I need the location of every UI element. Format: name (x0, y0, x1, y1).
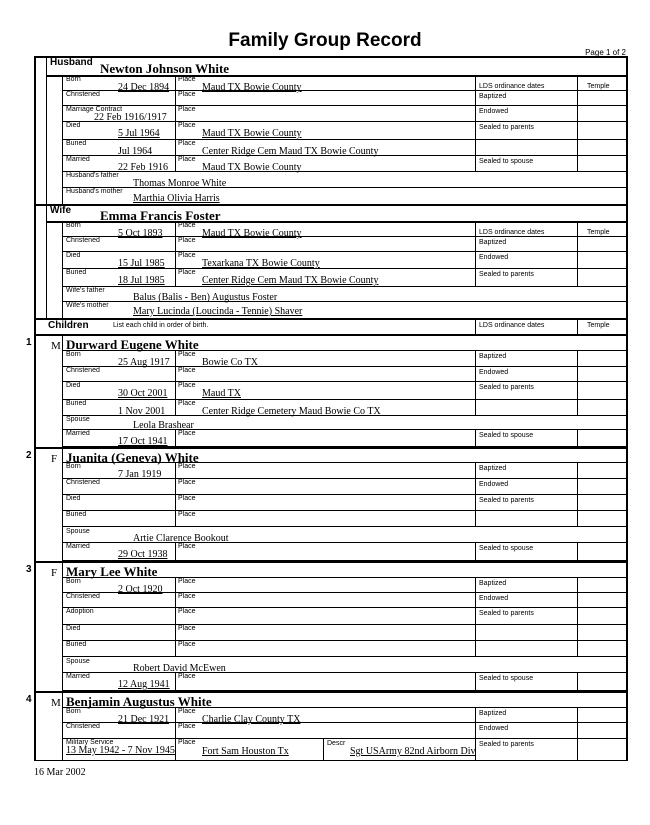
child3-buried-label: Buried (66, 641, 87, 648)
child2-spouse-rule (62, 542, 626, 543)
husband-header-rule (46, 75, 626, 77)
child3-adoption-place-label: Place (178, 608, 196, 615)
child1-spouse-rule (62, 429, 626, 430)
husband-buried-place: Center Ridge Cem Maud TX Bowie County (202, 146, 379, 157)
husband-temple-heading: Temple (587, 83, 610, 90)
child2-buried-rule (62, 526, 626, 527)
husband-married-rule (62, 171, 626, 172)
child3-married-lds-label: Sealed to spouse (479, 675, 534, 682)
child2-died-rule (62, 510, 626, 511)
child1-place-rule (175, 350, 176, 415)
wife-born-value: 5 Oct 1893 (118, 228, 163, 239)
child3-sex: F (51, 567, 58, 579)
wife-christened-lds-label: Baptized (479, 239, 507, 246)
husband-name: Newton Johnson White (100, 61, 230, 76)
child1-buried-value: 1 Nov 2001 (118, 406, 166, 417)
wife-temple-heading: Temple (587, 229, 610, 236)
wife-born-label: Born (66, 222, 81, 229)
child3-christened-rule (62, 607, 626, 608)
child1-sex: M (51, 340, 61, 352)
child2-married-temple-rule (577, 542, 578, 560)
wifes-mother-label: Wife's mother (66, 302, 109, 309)
children-header-lds-rule (475, 318, 476, 334)
wife-header-rule (46, 221, 626, 223)
wife-christened-place-label: Place (178, 237, 196, 244)
wife-died-lds-label: Endowed (479, 254, 509, 261)
child2-born-value: 7 Jan 1919 (118, 469, 162, 480)
wife-born-rule (62, 236, 626, 237)
husband-died-value: 5 Jul 1964 (118, 128, 160, 139)
child2-died-lds-label: Sealed to parents (479, 497, 534, 504)
child2-buried-place-label: Place (178, 511, 196, 518)
child1-christened-place-label: Place (178, 367, 196, 374)
child2-label-rule (62, 448, 63, 560)
child1-spouse-label: Spouse (66, 416, 90, 423)
husbands-father-name: Thomas Monroe White (133, 178, 227, 189)
child3-born-rule (62, 592, 626, 593)
wife-lds-rule (475, 221, 476, 286)
child2-born-label: Born (66, 463, 81, 470)
child3-adoption-label: Adoption (66, 608, 94, 615)
child3-temple-rule (577, 577, 578, 656)
husband-buried-place-label: Place (178, 140, 196, 147)
wife-died-rule (62, 268, 626, 269)
husband-heading: Husband (50, 57, 93, 68)
child3-buried-rule (62, 656, 626, 657)
child1-married-value: 17 Oct 1941 (118, 436, 168, 447)
child1-lds-rule (475, 350, 476, 415)
wifes-father-label: Wife's father (66, 287, 105, 294)
children-top-rule (34, 318, 626, 320)
child2-place-rule (175, 462, 176, 526)
husband-indent-rule (46, 56, 47, 204)
child3-died-label: Died (66, 625, 81, 632)
child2-died-place-label: Place (178, 495, 196, 502)
page-title: Family Group Record (228, 30, 422, 51)
wife-indent-rule (46, 204, 47, 318)
wife-died-value: 15 Jul 1985 (118, 258, 165, 269)
child3-name: Mary Lee White (66, 564, 158, 579)
wife-buried-lds-label: Sealed to parents (479, 271, 534, 278)
child4-military-place: Fort Sam Houston Tx (202, 746, 289, 757)
husband-buried-value: Jul 1964 (118, 146, 153, 157)
child3-born-value: 2 Oct 1920 (118, 584, 163, 595)
wife-died-place-label: Place (178, 252, 196, 259)
child4-descr-label: Descr (327, 740, 346, 747)
child4-born-lds-label: Baptized (479, 710, 507, 717)
child3-died-rule (62, 640, 626, 641)
children-lds-heading: LDS ordinance dates (479, 322, 545, 329)
child4-military-lds-label: Sealed to parents (479, 741, 534, 748)
child1-born-place: Bowie Co TX (202, 357, 258, 368)
wife-lds-heading: LDS ordinance dates (479, 229, 545, 236)
child4-sex: M (51, 697, 61, 709)
child1-married-lds-rule (475, 429, 476, 446)
child2-died-label: Died (66, 495, 81, 502)
child2-spouse-name: Artie Clarence Bookout (133, 533, 229, 544)
child4-christened-lds-label: Endowed (479, 725, 509, 732)
child4-christened-label: Christened (66, 723, 100, 730)
child4-military-place-label: Place (178, 739, 196, 746)
wife-born-place: Maud TX Bowie County (202, 228, 302, 239)
child4-born-place-label: Place (178, 708, 196, 715)
child3-died-place-label: Place (178, 625, 196, 632)
husband-lds-rule (475, 75, 476, 171)
wifes-father-name: Balus (Balis - Ben) Augustus Foster (133, 292, 278, 303)
child4-number: 4 (26, 694, 32, 705)
husband-buried-rule (62, 155, 626, 156)
husband-temple-rule (577, 75, 578, 171)
child2-lds-rule (475, 462, 476, 526)
husband-born-label: Born (66, 76, 81, 83)
husband-married-label: Married (66, 156, 90, 163)
child4-military-label: Military Service (66, 739, 114, 746)
child1-married-label: Married (66, 430, 90, 437)
child4-born-place: Charlie Clay County TX (202, 714, 301, 725)
child3-married-value: 12 Aug 1941 (118, 679, 170, 690)
husband-buried-label: Buried (66, 140, 87, 147)
child4-place-rule (175, 707, 176, 760)
husbands-mother-name: Marthia Olivia Harris (133, 193, 220, 204)
wife-heading: Wife (50, 205, 72, 216)
child1-temple-rule (577, 350, 578, 415)
wifes-father-rule (62, 301, 626, 302)
husband-died-label: Died (66, 122, 81, 129)
husband-married-place-label: Place (178, 156, 196, 163)
husband-born-place: Maud TX Bowie County (202, 82, 302, 93)
child1-name: Durward Eugene White (66, 337, 199, 352)
child2-married-place-rule (175, 542, 176, 560)
child1-buried-place: Center Ridge Cemetery Maud Bowie Co TX (202, 406, 381, 417)
child2-married-value: 29 Oct 1938 (118, 549, 168, 560)
child1-number: 1 (26, 337, 32, 348)
wife-christened-label: Christened (66, 237, 100, 244)
husband-married-value: 22 Feb 1916 (118, 162, 168, 173)
husband-died-lds-label: Sealed to parents (479, 124, 534, 131)
child3-married-label: Married (66, 673, 90, 680)
child1-born-rule (62, 366, 626, 367)
child4-christened-place-label: Place (178, 723, 196, 730)
child1-buried-rule (62, 415, 626, 416)
husbands-father-label: Husband's father (66, 172, 119, 179)
husbands-father-rule (62, 187, 626, 188)
child1-married-temple-rule (577, 429, 578, 446)
child3-married-temple-rule (577, 672, 578, 690)
child2-born-lds-label: Baptized (479, 465, 507, 472)
wifes-mother-name: Mary Lucinda (Loucinda - Tennie) Shaver (133, 306, 303, 317)
child1-born-label: Born (66, 351, 81, 358)
form-top-border (34, 56, 626, 58)
child2-number: 2 (26, 450, 32, 461)
child1-married-place-label: Place (178, 430, 196, 437)
child3-born-lds-label: Baptized (479, 580, 507, 587)
child3-header-rule (62, 577, 626, 578)
child1-buried-place-label: Place (178, 400, 196, 407)
child2-born-rule (62, 478, 626, 479)
child1-christened-label: Christened (66, 367, 100, 374)
child4-temple-rule (577, 707, 578, 760)
children-header-temple-rule (577, 318, 578, 334)
child3-born-label: Born (66, 578, 81, 585)
child3-christened-lds-label: Endowed (479, 595, 509, 602)
husband-died-rule (62, 139, 626, 140)
child1-christened-lds-label: Endowed (479, 369, 509, 376)
wife-buried-place-label: Place (178, 269, 196, 276)
wife-name: Emma Francis Foster (100, 208, 221, 223)
child2-bottom-rule (34, 561, 626, 563)
child3-married-place-rule (175, 672, 176, 690)
child4-lds-rule (475, 707, 476, 760)
child3-adoption-rule (62, 624, 626, 625)
child3-christened-place-label: Place (178, 593, 196, 600)
child2-sex: F (51, 453, 58, 465)
wife-died-place: Texarkana TX Bowie County (202, 258, 320, 269)
child1-married-lds-label: Sealed to spouse (479, 432, 534, 439)
children-header-rule (34, 334, 626, 336)
child1-christened-rule (62, 381, 626, 382)
wife-buried-place: Center Ridge Cem Maud TX Bowie County (202, 275, 379, 286)
husband-died-place: Maud TX Bowie County (202, 128, 302, 139)
page-number: Page 1 of 2 (585, 48, 626, 57)
child1-bottom-rule (34, 447, 626, 449)
husband-born-place-label: Place (178, 76, 196, 83)
wife-died-label: Died (66, 252, 81, 259)
child1-born-value: 25 Aug 1917 (118, 357, 170, 368)
child3-adoption-lds-label: Sealed to parents (479, 610, 534, 617)
child4-military-dates: 13 May 1942 - 7 Nov 1945 (66, 745, 175, 756)
child2-married-lds-rule (475, 542, 476, 560)
child1-died-place: Maud TX (202, 388, 241, 399)
child1-header-rule (62, 350, 626, 351)
wife-temple-rule (577, 221, 578, 286)
child2-married-label: Married (66, 543, 90, 550)
child3-lds-rule (475, 577, 476, 656)
child3-place-rule (175, 577, 176, 656)
wife-christened-rule (62, 251, 626, 252)
child4-born-value: 21 Dec 1921 (118, 714, 170, 725)
child2-christened-label: Christened (66, 479, 100, 486)
form-left-border (34, 56, 36, 761)
child1-died-place-label: Place (178, 382, 196, 389)
child4-label-rule (62, 692, 63, 761)
child3-spouse-label: Spouse (66, 658, 90, 665)
husband-christened-lds-label: Baptized (479, 93, 507, 100)
child2-born-place-label: Place (178, 463, 196, 470)
child2-buried-label: Buried (66, 511, 87, 518)
husband-died-place-label: Place (178, 122, 196, 129)
child3-christened-label: Christened (66, 593, 100, 600)
child3-born-place-label: Place (178, 578, 196, 585)
child1-born-place-label: Place (178, 351, 196, 358)
footer-date: 16 Mar 2002 (34, 767, 86, 778)
child4-christened-rule (62, 738, 626, 739)
child1-buried-label: Buried (66, 400, 87, 407)
child2-married-lds-label: Sealed to spouse (479, 545, 534, 552)
wife-buried-label: Buried (66, 269, 87, 276)
husband-marriage-contract-value: 22 Feb 1916/1917 (94, 112, 167, 123)
husband-marriage-contract-rule (62, 121, 626, 122)
child2-temple-rule (577, 462, 578, 526)
husband-lds-heading: LDS ordinance dates (479, 83, 545, 90)
child4-header-rule (62, 707, 626, 708)
child3-married-lds-rule (475, 672, 476, 690)
child2-christened-place-label: Place (178, 479, 196, 486)
wife-born-place-label: Place (178, 222, 196, 229)
children-note: List each child in order of birth. (113, 322, 209, 329)
child1-died-label: Died (66, 382, 81, 389)
husband-marriage-contract-label: Marriage Contract (66, 106, 123, 113)
form-bottom-rule (34, 760, 626, 761)
husband-marriage-contract-place-label: Place (178, 106, 196, 113)
children-heading: Children (48, 320, 89, 331)
child2-christened-rule (62, 494, 626, 495)
husbands-mother-label: Husband's mother (66, 188, 123, 195)
child1-born-lds-label: Baptized (479, 353, 507, 360)
husband-married-place: Maud TX Bowie County (202, 162, 302, 173)
child1-died-lds-label: Sealed to parents (479, 384, 534, 391)
husband-born-rule (62, 90, 626, 91)
wife-buried-value: 18 Jul 1985 (118, 275, 165, 286)
husband-marriage-contract-lds-label: Endowed (479, 108, 509, 115)
child1-died-value: 30 Oct 2001 (118, 388, 168, 399)
child4-born-label: Born (66, 708, 81, 715)
wife-top-rule (34, 204, 626, 206)
child1-died-rule (62, 399, 626, 400)
child3-spouse-name: Robert David McEwen (133, 663, 226, 674)
husband-christened-place-label: Place (178, 91, 196, 98)
child3-number: 3 (26, 564, 32, 575)
form-right-border (626, 56, 628, 761)
child2-christened-lds-label: Endowed (479, 481, 509, 488)
husband-married-lds-label: Sealed to spouse (479, 158, 534, 165)
child3-buried-place-label: Place (178, 641, 196, 648)
child3-label-rule (62, 562, 63, 690)
wife-place-rule (175, 221, 176, 286)
child3-spouse-rule (62, 672, 626, 673)
children-temple-heading: Temple (587, 322, 610, 329)
child2-name: Juanita (Geneva) White (66, 450, 199, 465)
child2-header-rule (62, 462, 626, 463)
husband-christened-rule (62, 105, 626, 106)
child1-married-place-rule (175, 429, 176, 446)
husband-place-rule (175, 75, 176, 171)
child3-bottom-rule (34, 691, 626, 693)
husband-born-value: 24 Dec 1894 (118, 82, 170, 93)
child4-name: Benjamin Augustus White (66, 694, 212, 709)
wife-buried-rule (62, 286, 626, 287)
husband-christened-label: Christened (66, 91, 100, 98)
child4-descr-rule (323, 738, 324, 760)
child4-born-rule (62, 722, 626, 723)
child3-married-place-label: Place (178, 673, 196, 680)
child1-spouse-name: Leola Brashear (133, 420, 194, 431)
child2-married-place-label: Place (178, 543, 196, 550)
child2-spouse-label: Spouse (66, 528, 90, 535)
child4-military-descr: Sgt USArmy 82nd Airborn Div (350, 746, 476, 757)
